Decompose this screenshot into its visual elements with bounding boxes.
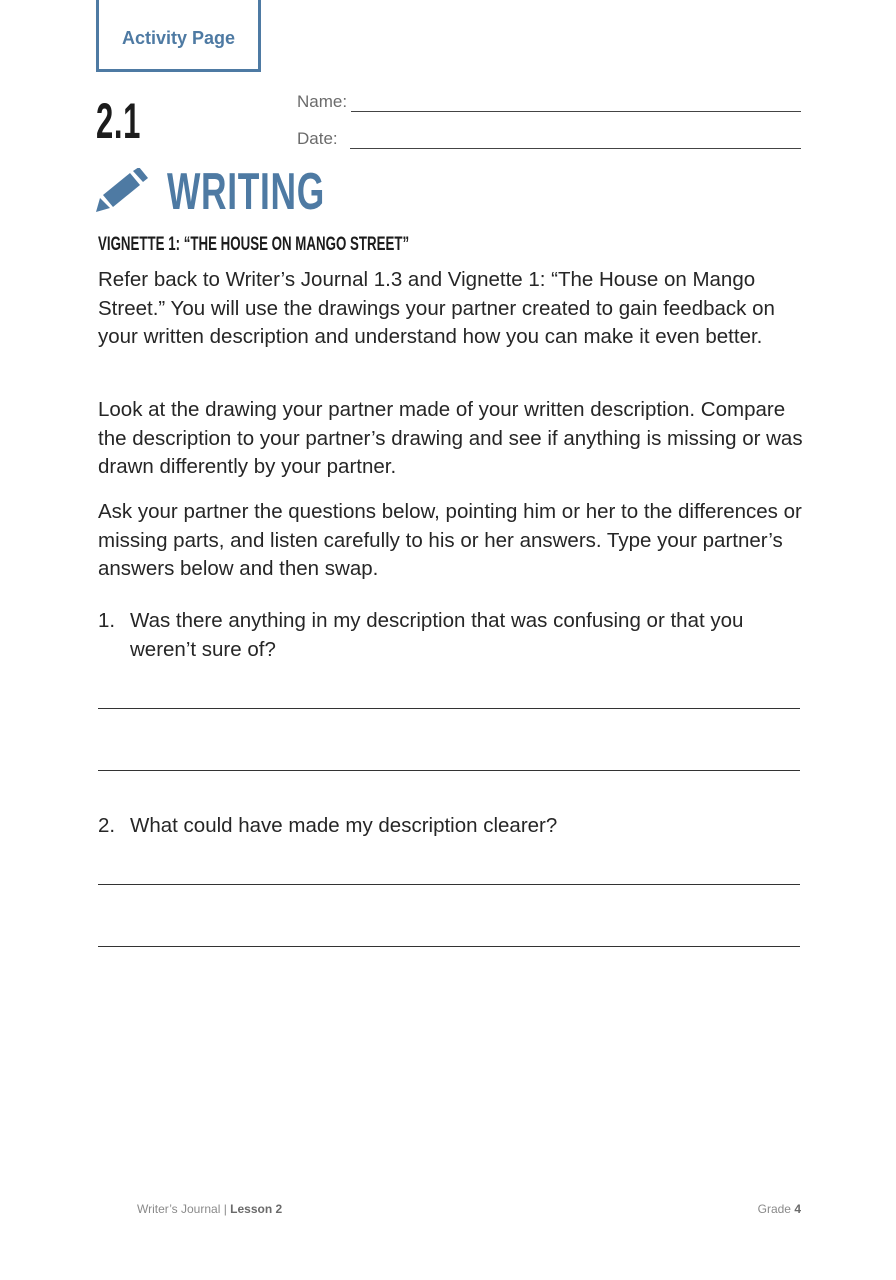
date-field[interactable] (297, 125, 801, 149)
footer-journal: Writer’s Journal (137, 1202, 221, 1216)
answer-1-line-2[interactable] (98, 770, 800, 771)
section-title: WRITING (167, 163, 325, 221)
question-2-text: What could have made my description clearer? (130, 814, 558, 837)
footer-lesson: Lesson 2 (230, 1202, 283, 1216)
footer-right (758, 1202, 801, 1216)
question-1 (98, 607, 803, 664)
question-2 (98, 812, 803, 841)
question-1-number: 1. (98, 609, 116, 632)
instruction-paragraph-2: Look at the drawing your partner made of your written description. Compare the description to your partner’s drawing and see if anything is missing or was drawn differently by your partner. (98, 398, 803, 479)
footer-left (137, 1202, 282, 1216)
footer-grade-label: Grade (757, 1202, 791, 1216)
question-2-number: 2. (98, 814, 116, 837)
name-label: Name: (297, 92, 348, 111)
answer-2-line-1[interactable] (98, 884, 800, 885)
name-input-line[interactable] (351, 93, 801, 112)
pencil-icon (96, 168, 148, 214)
answer-2-line-2[interactable] (98, 946, 800, 947)
activity-page-tab (96, 0, 261, 72)
question-1-text: Was there anything in my description that was confusing or that you weren’t sure of? (130, 609, 744, 661)
instruction-paragraph-1: Refer back to Writer’s Journal 1.3 and Vignette 1: “The House on Mango Street.” You will use the drawings your partner created to gain feedback on your written description and understand how you can make it even better. (98, 268, 775, 349)
answer-1-line-1[interactable] (98, 708, 800, 709)
date-label: Date: (297, 129, 338, 148)
instruction-paragraph-3: Ask your partner the questions below, pointing him or her to the differences or missing parts, and listen carefully to his or her answers. Type your partner’s answers below and then swap. (98, 500, 802, 581)
date-input-line[interactable] (350, 130, 801, 149)
footer-separator: | (220, 1202, 231, 1216)
section-subtitle: VIGNETTE 1: “THE HOUSE ON MANGO STREET” (98, 234, 410, 255)
footer-grade-value: 4 (794, 1202, 801, 1216)
page-number: 2.1 (96, 93, 141, 149)
name-field[interactable] (297, 88, 801, 112)
activity-page-label: Activity Page (121, 28, 236, 48)
